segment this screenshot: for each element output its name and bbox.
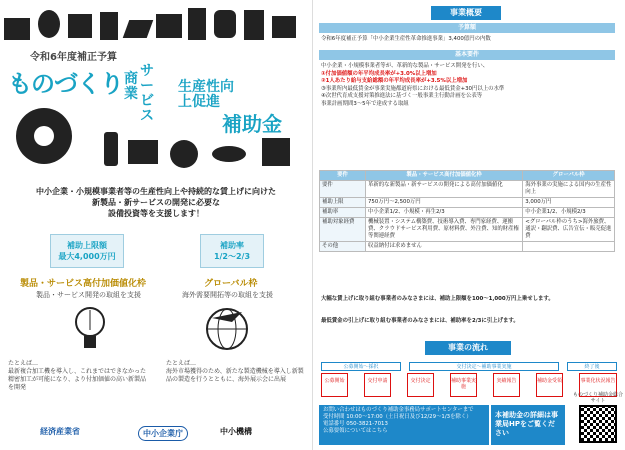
table-cell: 補助対象経費 bbox=[320, 218, 366, 242]
flyer-front bbox=[0, 0, 312, 450]
table-cell: 補助上限 bbox=[320, 198, 366, 208]
gear-icon bbox=[16, 108, 72, 164]
meti-logo: 経済産業省 bbox=[40, 427, 80, 436]
frame-global: グローバル枠 bbox=[204, 279, 258, 289]
table-cell: 750万円～2,500万円 bbox=[366, 198, 523, 208]
forklift-icon bbox=[156, 14, 182, 38]
table-row bbox=[320, 242, 615, 252]
server-icon bbox=[100, 12, 118, 40]
flow-step: 公募開始 bbox=[321, 373, 348, 397]
wage-raise-note: 大幅な賃上げに取り組む事業者のみなさまには、補助上限額を100～1,000万円上乗せします。 bbox=[321, 296, 554, 302]
title-subsidy: 補助金 bbox=[222, 112, 282, 136]
stage-label-2: 交付決定～補助事業実施 bbox=[409, 362, 559, 371]
website-notice: 本補助金の詳細は事業局HPをご覧ください bbox=[491, 405, 565, 445]
logo-row bbox=[40, 418, 300, 446]
fish-icon bbox=[212, 146, 246, 162]
table-cell: 補助率 bbox=[320, 208, 366, 218]
flow-step: 交付決定 bbox=[407, 373, 434, 397]
frame-value-added-sub: 製品・サービス開発の取組を支援 bbox=[36, 291, 141, 299]
table-row bbox=[320, 218, 615, 242]
requirement-3: ③事業所内最低賃金が事業実施都道府県における最低賃金+30円以上の水準 bbox=[321, 85, 505, 92]
stage-label-1: 公募開始～採択 bbox=[321, 362, 401, 371]
lead-text bbox=[10, 186, 302, 219]
flyer-back bbox=[312, 0, 625, 450]
chip-icon bbox=[68, 14, 92, 38]
table-cell: 3,000万円 bbox=[523, 198, 615, 208]
max-amount-label: 補助上限額 bbox=[67, 241, 107, 250]
title-monozukuri: ものづくり bbox=[8, 70, 123, 98]
subsidy-rate-label: 補助率 bbox=[220, 241, 244, 250]
flow-step: 補助事業実施 bbox=[450, 373, 477, 397]
robot-arm-icon bbox=[188, 8, 206, 40]
table-cell: 革新的な新製品・新サービスの開発による高付加価値化 bbox=[366, 181, 523, 198]
table-header-row bbox=[320, 171, 615, 181]
table-row bbox=[320, 198, 615, 208]
requirement-1: ①付加価値額の年平均成長率が+3.0%以上増加 bbox=[321, 70, 437, 77]
cart-icon bbox=[128, 140, 158, 164]
example-text-1: たとえば… 最新複合加工機を導入し、これまではできなかった精密加工が可能になり、より付加価値の高い新製品を開発 bbox=[8, 360, 147, 391]
table-header-cell: 要件 bbox=[320, 171, 366, 181]
title-productivity: 生産性向上促進 bbox=[178, 79, 234, 110]
smrj-logo: 中小機構 bbox=[220, 427, 252, 436]
flow-step: 事業化状況報告 bbox=[579, 373, 617, 397]
lead-line-3: 設備投資等を支援します！ bbox=[108, 209, 204, 218]
table-cell: 要件 bbox=[320, 181, 366, 198]
flow-heading: 事業の流れ bbox=[425, 341, 511, 355]
flow-step: 補助金受領 bbox=[536, 373, 563, 397]
table-cell: 海外事業の実施による国内の生産性向上 bbox=[523, 181, 615, 198]
overview-heading: 事業概要 bbox=[431, 6, 501, 20]
table-cell: 機械装置・システム構築費、技術導入費、専門家経費、運搬費、クラウドサービス利用費、原材料費、外注費、知的財産権等関連経費 bbox=[366, 218, 523, 242]
building-icon bbox=[244, 10, 264, 40]
molecule-icon bbox=[38, 10, 60, 38]
robot-icon bbox=[214, 10, 236, 38]
requirement-note: 事業計画期間3～5年で達成する取組 bbox=[321, 100, 409, 107]
budget-heading: 予算額 bbox=[319, 23, 615, 33]
contact-box: お問い合わせはものづくり補助金事務局サポートセンターまで 受付時間 10:00～17:00（土日祝日及び12/29～1/3を除く） 電話番号 050-3821-7013 公募要領についてはこちら bbox=[319, 405, 489, 445]
title-commerce: 商業 bbox=[124, 71, 138, 102]
table-cell: 収益納付は求めません bbox=[366, 242, 523, 252]
shirt-icon bbox=[262, 138, 290, 166]
industry-icons-row bbox=[4, 4, 304, 44]
budget-year-label: 令和6年度補正予算 bbox=[30, 52, 117, 63]
max-amount-box bbox=[50, 234, 124, 268]
requirement-4: ④次世代育成支援対策推進法に基づく一般事業主行動計画を公表等 bbox=[321, 93, 483, 100]
table-cell: <グローバル枠のうち>海外旅費、通訳・翻訳費、広告宣伝・販売促進費 bbox=[523, 218, 615, 242]
flow-step: 実績報告 bbox=[493, 373, 520, 397]
subsidy-rate-value: 1/2～2/3 bbox=[213, 252, 251, 261]
requirements-intro: 中小企業・小規模事業者等が、革新的な製品・サービス開発を行い、 bbox=[321, 63, 489, 69]
qr-code[interactable] bbox=[579, 405, 617, 443]
table-header-cell: 製品・サービス高付加価値化枠 bbox=[366, 171, 523, 181]
table-header-cell: グローバル枠 bbox=[523, 171, 615, 181]
stage-label-3: 終了後 bbox=[567, 362, 617, 371]
house-icon bbox=[272, 16, 296, 38]
table-cell: 中小企業1/2、小規模・再生2/3 bbox=[366, 208, 523, 218]
lightbulb-icon bbox=[72, 304, 108, 356]
plate-icon bbox=[170, 140, 198, 168]
example-text-2: たとえば… 海外市場獲得のため、新たな製造機械を導入し新製品の製造を行うとともに、海外展示会に出展 bbox=[166, 360, 304, 383]
frame-comparison-table bbox=[319, 170, 615, 252]
lead-line-1: 中小企業・小規模事業者等の生産性向上や持続的な賃上げに向けた bbox=[36, 187, 276, 196]
min-wage-note: 最低賃金の引上げに取り組む事業者のみなさまには、補助率を2/3に引上げます。 bbox=[321, 318, 519, 324]
table-row bbox=[320, 181, 615, 198]
table-cell: 中小企業1/2、小規模2/3 bbox=[523, 208, 615, 218]
frame-value-added: 製品・サービス高付加価値化枠 bbox=[20, 279, 147, 289]
table-row bbox=[320, 208, 615, 218]
lead-line-2: 新製品・新サービスの開発に必要な bbox=[92, 198, 220, 207]
steel-icon bbox=[123, 20, 154, 38]
table-cell bbox=[523, 242, 615, 252]
frame-global-sub: 海外需要開拓等の取組を支援 bbox=[182, 291, 273, 299]
bottle-icon bbox=[104, 132, 118, 166]
subsidy-rate-box bbox=[200, 234, 264, 268]
flow-step: 交付申請 bbox=[364, 373, 391, 397]
budget-text: 令和6年度補正予算「中小企業生産性革命推進事業」3,400億円の内数 bbox=[321, 36, 491, 42]
requirements-body bbox=[321, 63, 615, 109]
globe-airplane-icon bbox=[202, 304, 252, 354]
requirement-2: ②1人あたり給与支給総額の年平均成長率が+3.5%以上増加 bbox=[321, 78, 468, 85]
title-service: サービス bbox=[140, 63, 154, 124]
qr-label: ものづくり補助金総合サイト bbox=[572, 392, 623, 404]
table-cell: その他 bbox=[320, 242, 366, 252]
sme-agency-logo: 中小企業庁 bbox=[138, 426, 188, 441]
max-amount-value: 最大4,000万円 bbox=[58, 252, 116, 261]
requirements-heading: 基本要件 bbox=[319, 50, 615, 60]
factory-icon bbox=[4, 18, 30, 40]
